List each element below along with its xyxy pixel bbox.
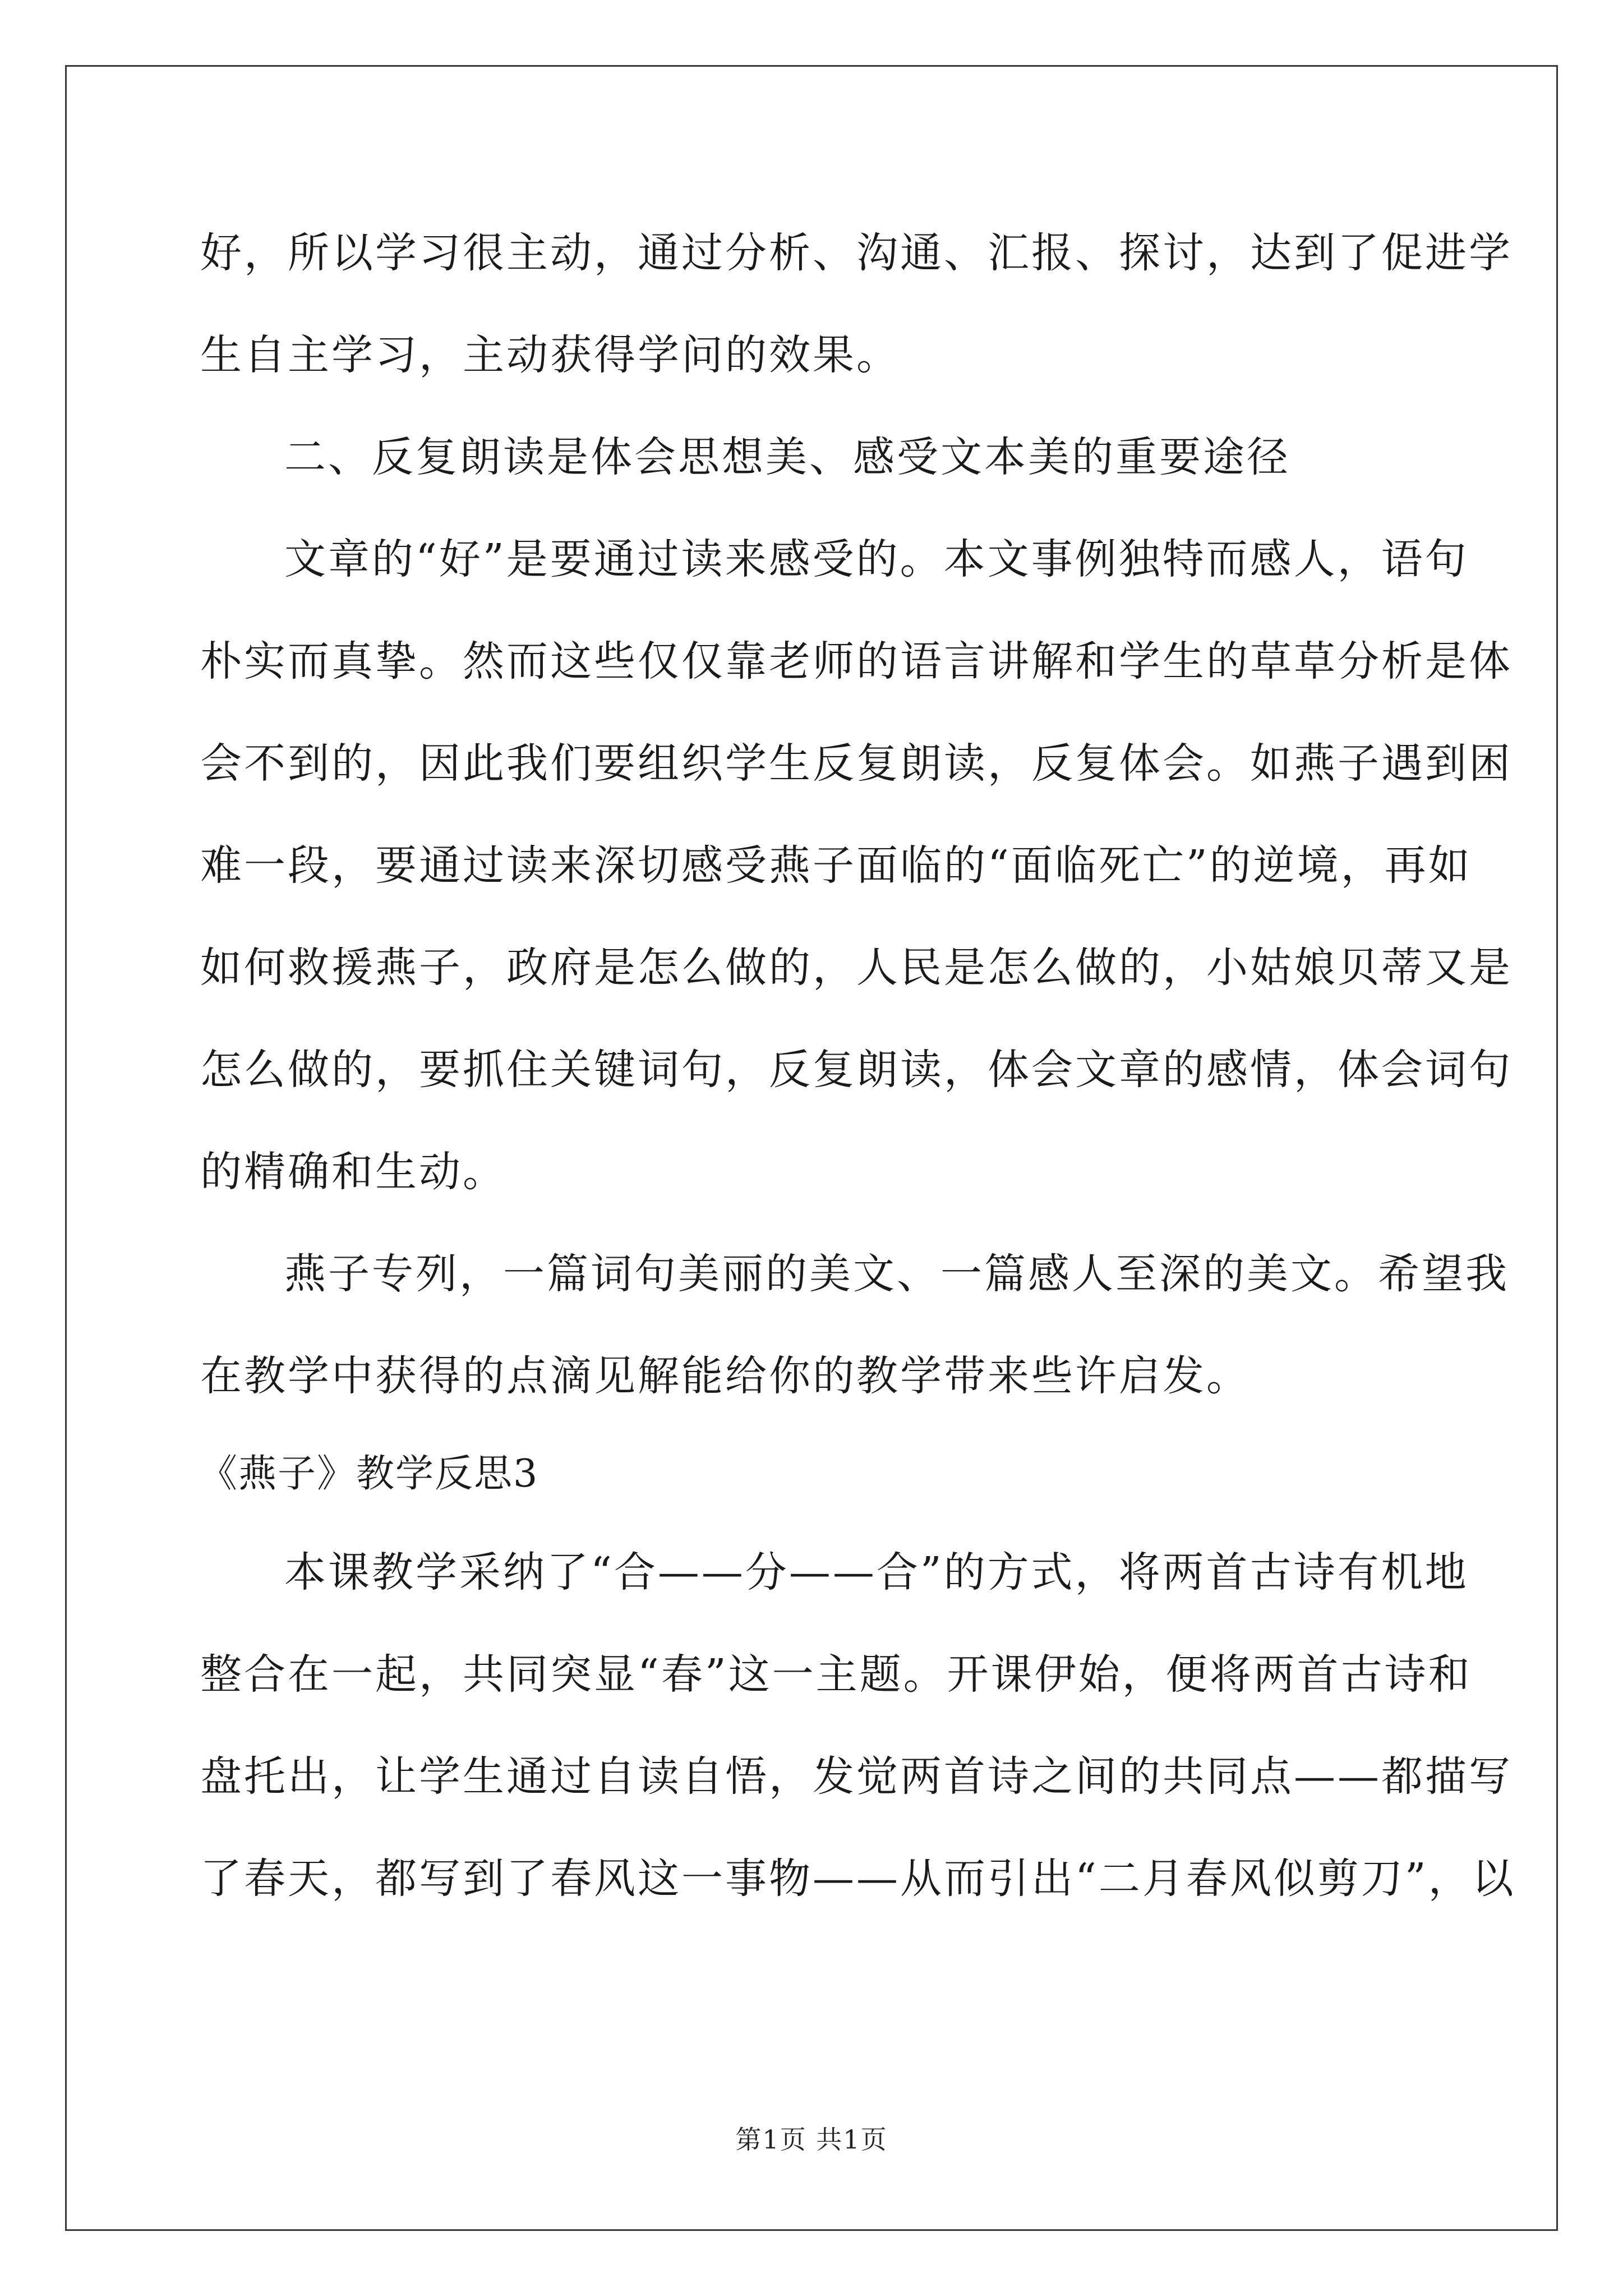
text-line: 本课教学采纳了“合——分——合”的方式，将两首古诗有机地 — [284, 1548, 1469, 1596]
text-line: 难一段，要通过读来深切感受燕子面临的“面临死亡”的逆境，再如 — [200, 841, 1472, 890]
text-line: 燕子专列，一篇词句美丽的美文、一篇感人至深的美文。希望我 — [284, 1250, 1509, 1298]
text-line: 了春天，都写到了春风这一事物——从而引出“二月春风似剪刀”，以 — [200, 1855, 1516, 1903]
text-line: 好，所以学习很主动，通过分析、沟通、汇报、探讨，达到了促进学 — [200, 229, 1513, 277]
text-line: 朴实而真挚。然而这些仅仅靠老师的语言讲解和学生的草草分析是体 — [200, 637, 1513, 685]
subheading: 二、反复朗读是体会思想美、感受文本美的重要途径 — [284, 433, 1290, 481]
text-line: 在教学中获得的点滴见解能给你的教学带来些许启发。 — [200, 1352, 1250, 1400]
text-line: 生自主学习，主动获得学问的效果。 — [200, 331, 900, 379]
page-footer: 第1页 共1页 — [735, 2124, 888, 2155]
text-line: 如何救援燕子，政府是怎么做的，人民是怎么做的，小姑娘贝蒂又是 — [200, 944, 1513, 992]
text-line: 文章的“好”是要通过读来感受的。本文事例独特而感人，语句 — [284, 535, 1469, 583]
text-line: 的精确和生动。 — [200, 1148, 506, 1196]
text-line: 盘托出，让学生通过自读自悟，发觉两首诗之间的共同点——都描写 — [200, 1752, 1513, 1801]
text-line: 会不到的，因此我们要组织学生反复朗读，反复体会。如燕子遇到困 — [200, 739, 1513, 788]
text-line: 整合在一起，共同突显“春”这一主题。开课伊始，便将两首古诗和 — [200, 1650, 1472, 1699]
section-title: 《燕子》教学反思3 — [199, 1452, 539, 1496]
document-body — [199, 202, 1516, 1930]
text-line: 怎么做的，要抓住关键词句，反复朗读，体会文章的感情，体会词句 — [200, 1046, 1513, 1094]
